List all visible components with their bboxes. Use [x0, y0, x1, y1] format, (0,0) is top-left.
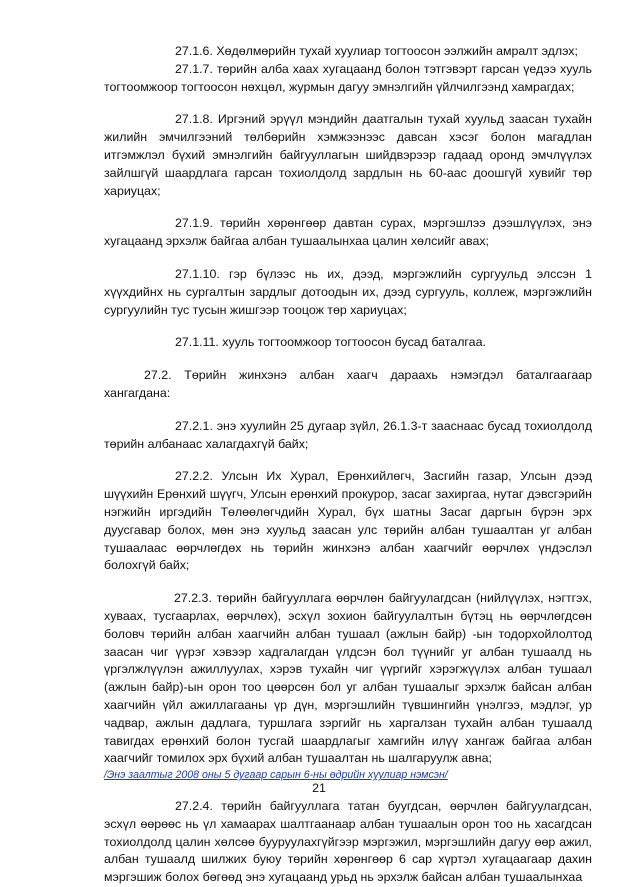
page-number: 21: [312, 781, 326, 795]
paragraph-27-2-3: 27.2.3. төрийн байгууллага өөрчлөн байгуулагдсан (нийлүүлэх, нэгтгэх, хуваах, тусгаарлах, өөрчлөх), эсхүл зохион байгуулалтын бүтэц нь өөрчлөгдсөн боловч төрийн албан хаагчийн албан тушаал (ажлын байр) -ын тодорхойлолтод заасан чиг үүрэг хэвээр хадгалагдан үлдсэн бол түүнийг уг албан тушаалд нь үргэлжлүүлэн ажиллуулах, хэрэв тухайн чиг үүргийг хэрэгжүүлэх албан тушаал (ажлын байр)-ын орон тоо цөөрсөн бол уг албан тушаалыг эрхэлж байсан албан хаагчийн үйл ажиллагааны үр дүн, мэргэшлийн түвшингийн үнэлгээ, мэдлэг, ур чадвар, ажлын дадлага, туршлага зэргийг нь харгалзан тухайн албан тушаалд тавигдах ерөнхий болон тусгай шаардлагыг хамгийн илүү хангаж байгаа албан хаагчийг томилох эрх бүхий албан тушаалтан нь шалгаруулж авна;: [104, 591, 592, 766]
paragraph-27-1-10: 27.1.10. гэр бүлээс нь их, дээд, мэргэжлийн сургуульд элссэн 1 хүүхдийнх нь сургалтын зардлыг дотоодын их, дээд сургууль, коллеж, мэргэжлийн сургуулийн тус тусын жишгээр тооцож төр хариуцах;: [104, 266, 592, 317]
paragraph-27-1-9: 27.1.9. төрийн хөрөнгөөр давтан сурах, мэргэшлээ дээшлүүлэх, энэ хугацаанд эрхэлж байгаа албан тушаалынхаа цалин хөлсийг авах;: [104, 216, 592, 249]
paragraph-27-2-2: 27.2.2. Улсын Их Хурал, Ерөнхийлөгч, Засгийн газар, Улсын дээд шүүхийн Ерөнхий шүүгч, Улсын ерөнхий прокурор, засаг захиргаа, нутаг дэвсгэрийн нэгжийн иргэдийн Төлөөлөгчдийн Хурал, бүх шатны Засаг даргын бүрэн эрх дуусгавар болох, мөн энэ хуульд заасан улс төрийн албан тушаалтан уг албан тушаалаас өөрчлөгдөх нь төрийн жинхэнэ албан хаагчийг өөрчлөх үндэслэл болохгүй байх;: [104, 469, 592, 573]
paragraph-27-2: 27.2. Төрийн жинхэнэ албан хаагч дараахь нэмэгдэл баталгаагаар хангагдана:: [104, 368, 592, 400]
paragraph-27-1-11: 27.1.11. хууль тогтоомжоор тогтоосон бусад баталгаа.: [175, 335, 486, 350]
paragraph-27-2-4: 27.2.4. төрийн байгууллага татан буугдсан, өөрчлөн байгуулагдсан, эсхүл өөрөөс нь үл хамаарах шалтгаанаар албан тушаалын орон тоо нь хасагдсан тохиолдолд цалин хөлсөө бууруулахгүйгээр мэргэжил, мэргэшлийн дагуу өөр ажил, албан тушаалд шилжих буюу төрийн хөрөнгөөр 6 сар хүртэл хугацаагаар дахин мэргэшиж болох бөгөөд энэ хугацаанд урьд нь эрхэлж байсан албан тушаалынхаа: [104, 799, 592, 885]
paragraph-27-2-1: 27.2.1. энэ хуулийн 25 дугаар зүйл, 26.1.3-т зааснаас бусад тохиолдолд төрийн албанаас халагдахгүй байх;: [104, 418, 592, 451]
paragraph-27-1-8: 27.1.8. Иргэний эрүүл мэндийн даатгалын тухай хуульд заасан тухайн жилийн эмчилгээний төлбөрийн хэмжээнээс давсан хэсэг болон магадлан итгэмжлэл бүхий эмнэлгийн байгууллагын шийдвэрээр гадаад оронд эмчлүүлэх зайлшгүй шаардлага гарсан тохиолдолд зардлын нь 60-аас доошгүй хувийг төр хариуцах;: [104, 112, 592, 198]
amendment-note-link[interactable]: /Энэ заалтыг 2008 оны 5 дугаар сарын 6-ны өдрийн хуулиар нэмсэн/: [104, 769, 448, 782]
document-page: [104, 43, 592, 887]
paragraph-27-1-6: 27.1.6. Хөдөлмөрийн тухай хуулиар тогтоосон ээлжийн амралт эдлэх;: [175, 44, 578, 58]
paragraph-27-1-7: 27.1.7. төрийн алба хаах хугацаанд болон тэтгэвэрт гарсан үедээ хууль тогтоомжоор тогтоосон нөхцөл, журмын дагуу эмнэлгийн үйлчилгээнд хамрагдах;: [104, 61, 592, 94]
